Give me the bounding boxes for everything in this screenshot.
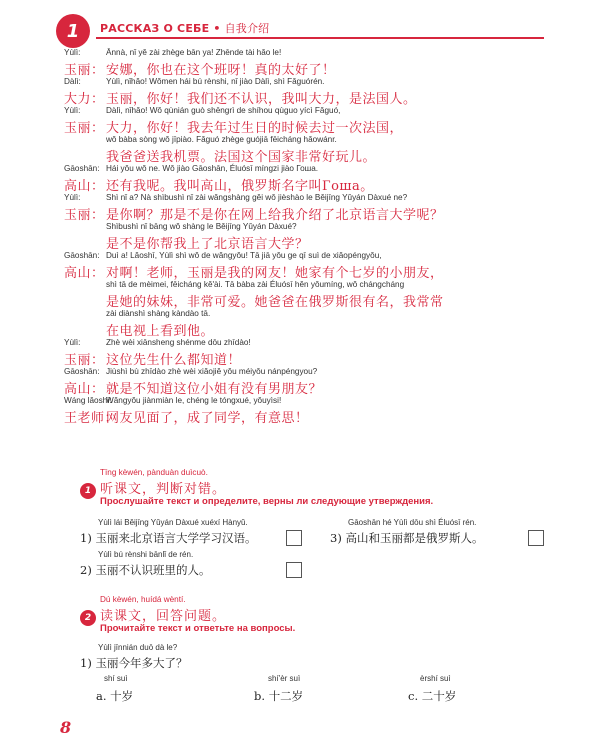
line-text: Hái yǒu wǒ ne. Wǒ jiào Gāoshān, Éluósī míngzi jiào Гоша. [106, 164, 319, 173]
line-text: Ānnà, nǐ yě zài zhège bān ya! Zhēnde tài hǎo le! [106, 48, 282, 57]
speaker-label: 玉丽： [64, 63, 105, 78]
dialogue-chinese-line [64, 262, 444, 280]
ex1-item-3-label: 3) [330, 531, 342, 545]
ex1-item-1-text: 玉丽来北京语言大学学习汉语。 [95, 531, 257, 545]
dialogue-chinese-line [64, 233, 309, 251]
exercise-1-instruction: Прослушайте текст и определите, верны ли следующие утверждения. [100, 496, 434, 507]
dialogue-chinese-line [64, 349, 241, 367]
ex2-option-c[interactable] [408, 688, 456, 704]
line-text: 是不是你帮我上了北京语言大学？ [106, 237, 309, 252]
ex1-item-2-text: 玉丽不认识班里的人。 [95, 563, 211, 577]
line-text: Shìbushì nǐ bāng wǒ shàng le Běijīng Yǔyán Dàxué? [106, 222, 297, 231]
line-text: 这位先生什么都知道！ [106, 353, 242, 368]
line-text: 就是不知道这位小姐有没有男朋友？ [106, 382, 323, 397]
speaker-label: 玉丽： [64, 353, 105, 368]
line-text: 安娜，你也在这个班呀！真的太好了！ [106, 63, 336, 78]
dialogue-pinyin-line [64, 164, 318, 175]
line-text: 玉丽，你好！我们还不认识，我叫大力，是法国人。 [106, 92, 417, 107]
exercise-2-pinyin: Dú kèwén, huídá wèntí. [100, 595, 186, 604]
line-text: 还有我呢。我叫高山，俄罗斯名字叫Гоша。 [106, 179, 374, 194]
ex2-option-c-pinyin: èrshí suì [420, 674, 451, 683]
ex2-option-b-label: b. [254, 689, 266, 703]
line-text: Zhè wèi xiānsheng shénme dōu zhīdào! [106, 338, 251, 347]
dialogue-pinyin-line [64, 193, 407, 204]
ex2-option-a-text: 十岁 [110, 689, 134, 703]
dialogue-chinese-line [64, 291, 444, 309]
ex1-item-2-checkbox[interactable] [286, 562, 302, 578]
line-text: zài diànshì shàng kàndào tā. [106, 309, 211, 318]
speaker-label: Gāoshān: [64, 251, 100, 260]
lesson-number-badge: 1 [56, 14, 90, 48]
ex2-question-label: 1) [80, 656, 92, 670]
lesson-title-zh: 自我介绍 [224, 22, 270, 35]
exercise-1-pinyin: Tīng kèwén, pànduàn duìcuò. [100, 468, 208, 477]
dialogue-pinyin-line [64, 367, 317, 378]
ex1-item-3-pinyin: Gāoshān hé Yùlì dōu shì Éluósī rén. [348, 518, 477, 527]
line-text: shì tā de mèimei, fēicháng kě'ài. Tā bàba zài Éluósī hěn yǒumíng, wǒ chángcháng [106, 280, 405, 289]
speaker-label: 高山： [64, 266, 105, 281]
dialogue-pinyin-line [64, 135, 337, 146]
dialogue-chinese-line [64, 204, 444, 222]
dialogue-pinyin-line [64, 251, 382, 262]
dialogue-chinese-line [64, 320, 214, 338]
dialogue-chinese-line [64, 146, 376, 164]
ex1-item-1 [80, 530, 256, 546]
line-text: Dàlì, nǐhǎo! Wǒ qùnián guò shēngrì de shíhou qùguo yícì Fǎguó, [106, 106, 341, 115]
exercise-2-instruction: Прочитайте текст и ответьте на вопросы. [100, 623, 296, 634]
line-text: 网友见面了，成了同学，有意思！ [106, 411, 309, 426]
dialogue-pinyin-line [64, 48, 281, 59]
dialogue-pinyin-line [64, 77, 324, 88]
dialogue-chinese-line [64, 175, 374, 193]
speaker-label: Dàlì: [64, 77, 81, 86]
speaker-label: Yùlì: [64, 48, 81, 57]
line-text: 是她的妹妹，非常可爱。她爸爸在俄罗斯很有名，我常常 [106, 295, 444, 310]
dialogue-chinese-line [64, 88, 417, 106]
speaker-label: Yùlì: [64, 106, 81, 115]
line-text: 我爸爸送我机票。法国这个国家非常好玩儿。 [106, 150, 377, 165]
ex2-question [80, 655, 187, 671]
exercise-2-number: 2 [80, 610, 96, 626]
ex1-item-1-checkbox[interactable] [286, 530, 302, 546]
page-number: 8 [60, 718, 72, 737]
speaker-label: 王老师： [64, 411, 119, 426]
speaker-label: 玉丽： [64, 208, 105, 223]
speaker-label: 高山： [64, 382, 105, 397]
line-text: 是你啊？那是不是你在网上给我介绍了北京语言大学呢？ [106, 208, 444, 223]
ex2-option-b[interactable] [254, 688, 303, 704]
line-text: Yùlì, nǐhǎo! Wǒmen hái bú rènshi, nǐ jiào Dàlì, shì Fǎguórén. [106, 77, 325, 86]
dialogue-pinyin-line [64, 222, 297, 233]
line-text: 对啊！老师，玉丽是我的网友！她家有个七岁的小朋友， [106, 266, 444, 281]
ex1-item-2-pinyin: Yùlì bú rènshi bānlǐ de rén. [98, 550, 194, 559]
dialogue-pinyin-line [64, 309, 210, 320]
exercise-2-title-zh: 读课文，回答问题。 [100, 609, 227, 624]
ex2-option-c-text: 二十岁 [421, 689, 457, 703]
ex1-item-2-label: 2) [80, 563, 92, 577]
speaker-label: 大力： [64, 92, 105, 107]
title-separator: • [213, 22, 221, 35]
speaker-label: Wáng lǎoshī: [64, 396, 112, 405]
line-text: 大力，你好！我去年过生日的时候去过一次法国， [106, 121, 404, 136]
dialogue-pinyin-line [64, 396, 281, 407]
line-text: Duì a! Lǎoshī, Yùlì shì wǒ de wǎngyǒu! Tā jiā yǒu ge qī suì de xiǎopéngyǒu, [106, 251, 382, 260]
ex2-option-b-pinyin: shí'èr suì [268, 674, 301, 683]
line-text: Shì nǐ a? Nà shìbushì nǐ zài wǎngshàng gěi wǒ jièshào le Běijīng Yǔyán Dàxué ne? [106, 193, 408, 202]
speaker-label: Gāoshān: [64, 164, 100, 173]
ex2-option-b-text: 十二岁 [268, 689, 304, 703]
dialogue-pinyin-line [64, 280, 404, 291]
dialogue-pinyin-line [64, 106, 340, 117]
ex1-item-3-text: 高山和玉丽都是俄罗斯人。 [345, 531, 484, 545]
ex2-option-a-pinyin: shí suì [104, 674, 128, 683]
speaker-label: Yùlì: [64, 338, 81, 347]
speaker-label: 玉丽： [64, 121, 105, 136]
line-text: Jiùshì bù zhīdào zhè wèi xiǎojiě yǒu méiyǒu nánpéngyou? [106, 367, 318, 376]
ex1-item-1-pinyin: Yùlì lái Běijīng Yǔyán Dàxué xuéxí Hànyǔ. [98, 518, 248, 527]
dialogue-pinyin-line [64, 338, 251, 349]
ex1-item-3-checkbox[interactable] [528, 530, 544, 546]
ex1-item-2 [80, 562, 210, 578]
speaker-label: 高山： [64, 179, 105, 194]
exercise-1-number: 1 [80, 483, 96, 499]
ex2-option-c-label: c. [408, 689, 419, 703]
ex2-option-a[interactable] [96, 688, 133, 704]
ex2-question-pinyin: Yùlì jīnnián duō dà le? [98, 643, 178, 652]
lesson-title-ru: РАССКАЗ О СЕБЕ [100, 22, 210, 35]
line-text: wǒ bàba sòng wǒ jīpiào. Fǎguó zhège guójiā fēicháng hǎowánr. [106, 135, 337, 144]
ex2-option-a-label: a. [96, 689, 107, 703]
dialogue-chinese-line [64, 407, 309, 425]
dialogue-chinese-line [64, 117, 403, 135]
speaker-label: Gāoshān: [64, 367, 100, 376]
lesson-title [100, 20, 269, 36]
header-rule [96, 37, 544, 39]
ex2-question-text: 玉丽今年多大了？ [95, 656, 188, 670]
line-text: 在电视上看到他。 [106, 324, 215, 339]
exercise-1-title-zh: 听课文，判断对错。 [100, 482, 227, 497]
line-text: Wǎngyǒu jiànmiàn le, chéng le tóngxué, yǒuyìsi! [106, 396, 282, 405]
ex1-item-3 [330, 530, 483, 546]
page-header [0, 0, 600, 48]
speaker-label: Yùlì: [64, 193, 81, 202]
ex1-item-1-label: 1) [80, 531, 92, 545]
dialogue-chinese-line [64, 59, 336, 77]
dialogue-chinese-line [64, 378, 322, 396]
